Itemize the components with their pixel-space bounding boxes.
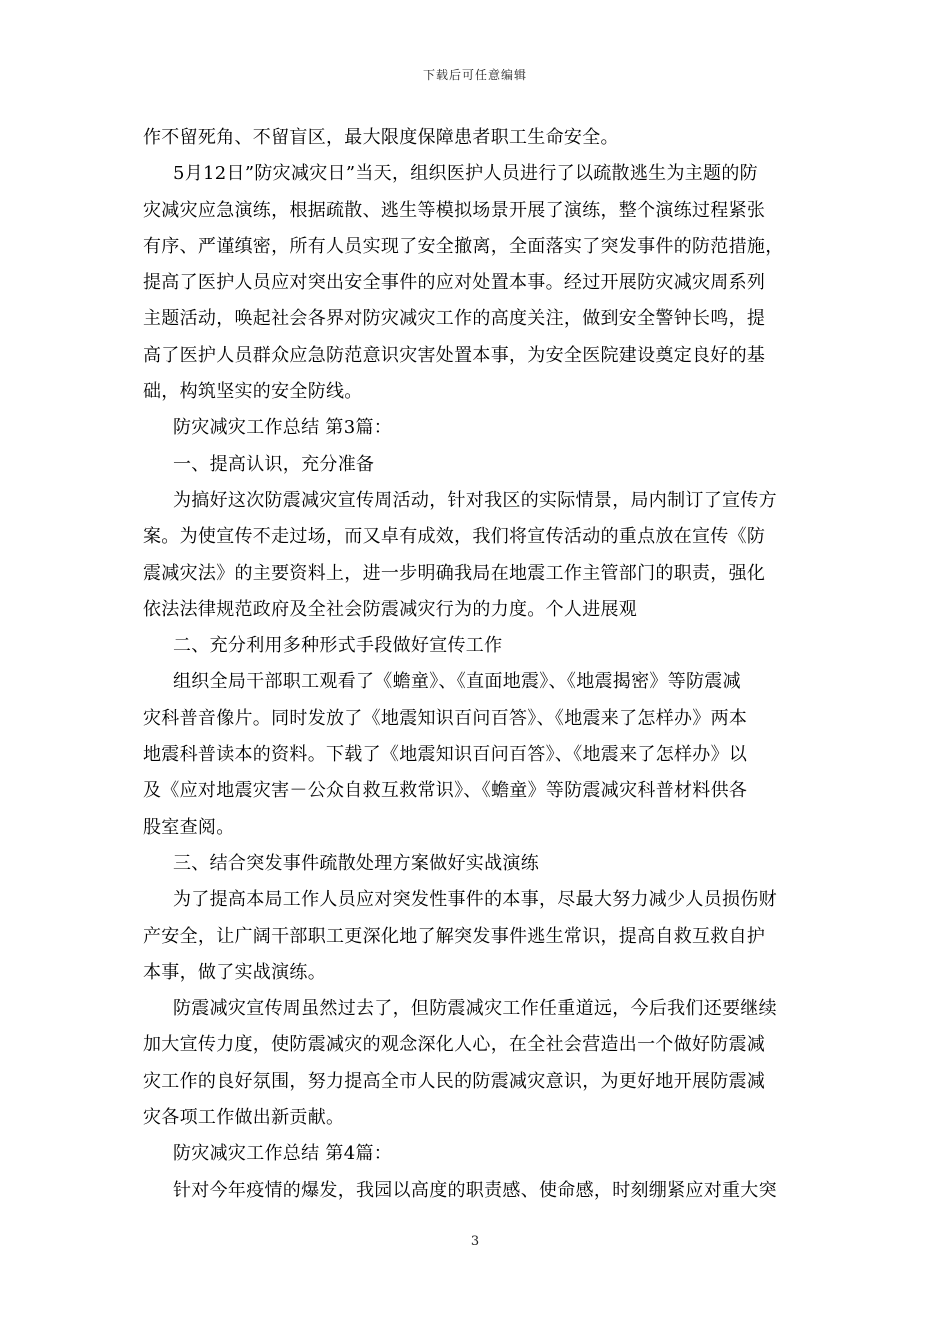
text-line: 有序、严谨缜密，所有人员实现了安全撤离，全面落实了突发事件的防范措施， [143,235,784,257]
text-line: 一、提高认识，充分准备 [173,453,375,475]
text-line: 提高了医护人员应对突出安全事件的应对处置本事。经过开展防灾减灾周系列 [143,272,766,294]
text-line: 震减灾法》的主要资料上，进一步明确我局在地震工作主管部门的职责，强化 [143,562,766,584]
text-line: 依法法律规范政府及全社会防震减灾行为的力度。个人进展观 [143,598,638,620]
text-line: 及《应对地震灾害－公众自救互救常识》、《蟾童》等防震减灾科普材料供各 [143,780,748,802]
document-body [143,120,811,1209]
text-line: 5月12日”防灾减灾日”当天，组织医护人员进行了以疏散逃生为主题的防 [173,163,758,185]
text-line: 础，构筑坚实的安全防线。 [143,381,363,403]
text-line: 灾各项工作做出新贡献。 [143,1107,345,1129]
text-line: 高了医护人员群众应急防范意识灾害处置本事，为安全医院建设奠定良好的基 [143,344,766,366]
text-line: 防灾减灾工作总结 第3篇： [173,417,393,439]
text-line: 灾工作的良好氛围，努力提高全市人民的防震减灾意识，为更好地开展防震减 [143,1070,766,1092]
page-header: 下载后可任意编辑 [422,68,527,82]
text-line: 组织全局干部职工观看了《蟾童》、《直面地震》、《地震揭密》等防震减 [173,671,741,693]
text-line: 灾减灾应急演练，根据疏散、逃生等模拟场景开展了演练，整个演练过程紧张 [143,199,766,221]
text-line: 股室查阅。 [143,816,235,838]
text-line: 防灾减灾工作总结 第4篇： [173,1143,393,1165]
text-line: 加大宣传力度，使防震减灾的观念深化人心，在全社会营造出一个做好防震减 [143,1034,766,1056]
text-line: 防震减灾宣传周虽然过去了，但防震减灾工作任重道远，今后我们还要继续 [173,998,777,1020]
text-line: 针对今年疫情的爆发，我园以高度的职责感、使命感，时刻绷紧应对重大突 [173,1179,777,1201]
text-line: 案。为使宣传不走过场，而又卓有成效，我们将宣传活动的重点放在宣传《防 [143,526,766,548]
text-line: 三、结合突发事件疏散处理方案做好实战演练 [173,852,539,874]
page-number: 3 [470,1234,480,1249]
text-line: 作不留死角、不留盲区，最大限度保障患者职工生命安全。 [143,127,619,148]
text-line: 灾科普音像片。同时发放了《地震知识百问百答》、《地震来了怎样办》两本 [143,707,748,729]
text-line: 二、充分利用多种形式手段做好宣传工作 [173,635,503,657]
text-line: 本事，做了实战演练。 [143,961,326,983]
text-line: 产安全，让广阔干部职工更深化地了解突发事件逃生常识，提高自救互救自护 [143,925,766,947]
text-line: 地震科普读本的资料。下载了《地震知识百问百答》、《地震来了怎样办》以 [143,744,748,766]
text-line: 为了提高本局工作人员应对突发性事件的本事，尽最大努力减少人员损伤财 [173,889,777,911]
text-line: 为搞好这次防震减灾宣传周活动，针对我区的实际情景，局内制订了宣传方 [173,489,777,511]
text-line: 主题活动，唤起社会各界对防灾减灾工作的高度关注，做到安全警钟长鸣，提 [143,308,766,330]
